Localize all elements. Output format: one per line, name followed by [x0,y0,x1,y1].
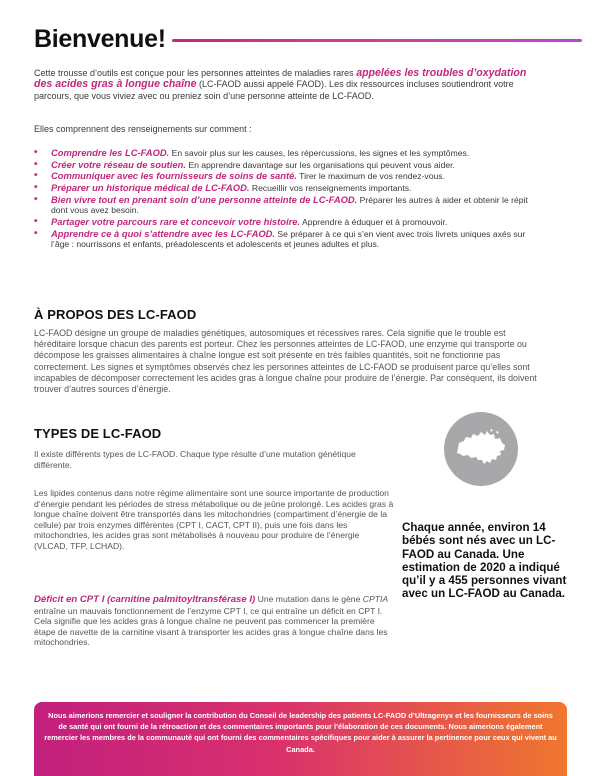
list-item-text: Tirer le maximum de vos rendez-vous. [296,171,445,182]
list-item [34,183,542,194]
list-item-text: En apprendre davantage sur les organisations qui peuvent vous aider. [185,159,455,170]
resource-list [34,148,542,251]
bullet-icon: • [34,227,38,239]
intro-text-before: Cette trousse d’outils est conçue pour les personnes atteintes de maladies rares [34,68,357,78]
canada-map-circle [444,412,518,486]
title-row [34,22,574,56]
acknowledgement-text: Nous aimerions remercier et souligner la contribution du Conseil de leadership des patients LC-FAOD d’Ultragenyx et les fournisseurs de soins de santé qui ont fourni de la rétroaction et des commentaires importants pour l’élaboration de ces documents. Nous aimerions également remercier les membres de la communauté qui ont fourni des commentaires spécifiques pour aider à assurer la pertinence pour ceux qui vivent au Canada. [44,711,557,754]
list-item-title: Préparer un historique médical de LC-FAOD. [51,182,250,194]
bullet-icon: • [34,170,38,182]
list-item-title: Bien vivre tout en prenant soin d’une personne atteinte de LC-FAOD. [51,193,358,205]
types-paragraph-2: Les lipides contenus dans notre régime alimentaire sont une source importante de production d’énergie pendant les périodes de stress métabolique ou de jeûne prolongé. Les acides gras à longue chaîne doivent être transportés dans les mitochondries (compartiment d’énergie de la cellule) par trois enzymes différentes (CPT I, CACT, CPT II), puis une fois dans les mitochondries, les acides gras sont métabolisés à nouveau pour produire de l’énergie (VLCAD, TFP, LCHAD). [34,488,394,551]
types-paragraph-3 [34,594,394,648]
types-heading: TYPES DE LC-FAOD [34,426,162,441]
intro-highlight: appelées les troubles d’oxydation des acides gras à longue chaîne [34,67,527,91]
cpt1-text-2: entraîne un mauvais fonctionnement de l’enzyme CPT I, ce qui entraîne un déficit en CPT I. Cela signifie que les acides gras à longue chaîne ne peuvent pas commencer la première étape de navette de la carnitine visant à transporter les acides gras à longue chaîne dans les mitochondries. [34,605,388,648]
list-item-text: Préparer les autres à aider et obtenir le répit dont vous avez besoin. [51,194,528,216]
list-item [34,195,542,216]
canada-map-icon [454,429,508,469]
list-item-title: Créer votre réseau de soutien. [51,158,186,170]
acknowledgement-banner [34,702,567,776]
cpt1-highlight: Déficit en CPT I (carnitine palmitoyltransférase I) [34,594,256,605]
page-title: Bienvenue! [34,25,166,53]
list-item-title: Apprendre ce à quoi s’attendre avec les LC-FAOD. [51,227,276,239]
about-heading: À PROPOS DES LC-FAOD [34,307,197,322]
list-item [34,217,542,228]
list-item [34,229,542,250]
list-item-title: Partager votre parcours rare et concevoir votre histoire. [51,215,301,227]
list-item-text: Apprendre à éduquer et à promouvoir. [300,216,448,227]
list-item-text: Se préparer à ce qui s’en vient avec trois livrets uniques axés sur l’âge : nourrissons et enfants, préadolescents et adolescents et jeunes adultes et plus. [51,228,526,250]
bullet-icon: • [34,147,38,158]
cpt1-text-1: Une mutation dans le gène [255,594,363,604]
about-paragraph: LC-FAOD désigne un groupe de maladies génétiques, autosomiques et récessives rares. Cela signifie que le trouble est héréditaire lorsque chacun des parents est porteur. Chez les personnes atteintes de LC-FAOD, une enzyme qui transporte ou décompose les graisses alimentaires à chaîne longue est soit présente en très faibles quantités, soit ne fonctionne pas correctement. Les signes et symptômes observés chez les personnes atteintes de LC-FAOD se produisent parce qu’elles sont incapables de décomposer correctement les acides gras à longue chaîne pour produire de l’énergie. Par conséquent, ils doivent trouver d’autres sources d’énergie. [34,328,537,395]
list-item-title: Comprendre les LC-FAOD. [51,147,170,158]
list-lead: Elles comprennent des renseignements sur comment : [34,124,252,134]
bullet-icon: • [34,193,38,205]
list-item [34,160,542,171]
cpt1-gene: CPTIA [362,594,389,604]
intro-text-after: (LC-FAOD aussi appelé FAOD). Les dix ressources incluses soutiendront votre parcours, que vous viviez avec ou preniez soin d’une personne atteinte de LC-FAOD. [34,79,514,101]
bullet-icon: • [34,182,38,194]
list-item [34,148,542,159]
intro-paragraph [34,68,542,102]
list-item-text: En savoir plus sur les causes, les répercussions, les signes et les symptômes. [169,148,470,158]
statistic-callout: Chaque année, environ 14 bébés sont nés avec un LC-FAOD au Canada. Une estimation de 2020 a indiqué qu’il y a 455 personnes vivant avec un LC-FAOD au Canada. [402,521,567,601]
list-item [34,171,542,182]
title-accent-bar [172,39,582,42]
bullet-icon: • [34,215,38,227]
bullet-icon: • [34,158,38,170]
list-item-text: Recueillir vos renseignements importants. [249,183,412,194]
types-paragraph-1: Il existe différents types de LC-FAOD. Chaque type résulte d’une mutation génétique différente. [34,449,356,470]
list-item-title: Communiquer avec les fournisseurs de soins de santé. [51,170,297,182]
